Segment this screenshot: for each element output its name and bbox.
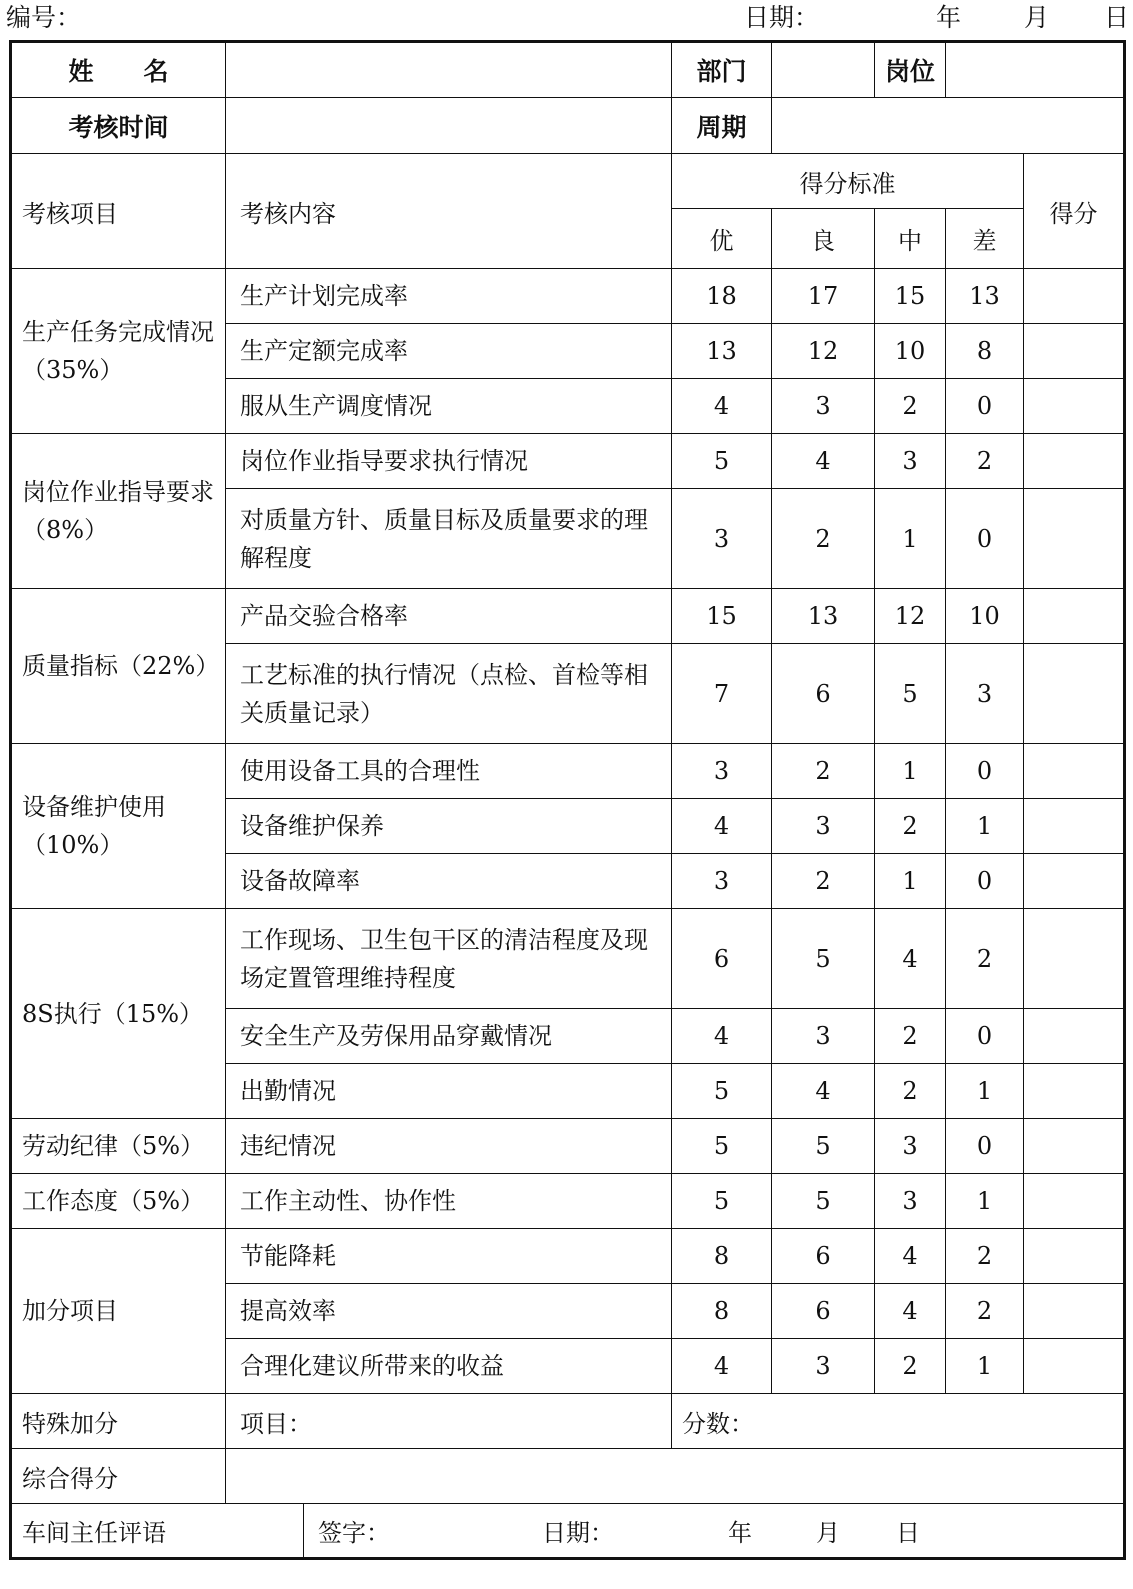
- score-medium: 4: [875, 1229, 946, 1284]
- col-header-medium: 中: [875, 209, 946, 269]
- score-good: 3: [772, 1009, 875, 1064]
- score-medium: 1: [875, 489, 946, 589]
- score-medium: 2: [875, 1009, 946, 1064]
- assessment-content: 产品交验合格率: [226, 589, 672, 644]
- assessment-item-name: 加分项目: [11, 1229, 226, 1394]
- score-excellent: 5: [672, 1064, 772, 1119]
- score-excellent: 3: [672, 854, 772, 909]
- special-bonus-project-field[interactable]: 项目：: [226, 1394, 672, 1449]
- score-excellent: 4: [672, 1339, 772, 1394]
- header-day-label: 日: [1104, 3, 1130, 32]
- score-entry-cell[interactable]: [1024, 1064, 1125, 1119]
- table-row: [11, 744, 1125, 799]
- score-medium: 3: [875, 434, 946, 489]
- score-excellent: 8: [672, 1284, 772, 1339]
- post-value-cell[interactable]: [946, 42, 1125, 98]
- score-poor: 2: [946, 1284, 1024, 1339]
- special-bonus-row: [11, 1394, 1125, 1449]
- table-row: [11, 1229, 1125, 1284]
- assessment-content: 工作主动性、协作性: [226, 1174, 672, 1229]
- assessment-content: 违纪情况: [226, 1119, 672, 1174]
- score-entry-cell[interactable]: [1024, 744, 1125, 799]
- col-header-content: 考核内容: [226, 154, 672, 269]
- score-medium: 1: [875, 854, 946, 909]
- score-poor: 0: [946, 744, 1024, 799]
- score-excellent: 15: [672, 589, 772, 644]
- period-value-cell[interactable]: [772, 98, 1125, 154]
- comment-year-label: 年: [728, 1519, 752, 1547]
- score-medium: 2: [875, 1064, 946, 1119]
- score-poor: 1: [946, 1064, 1024, 1119]
- score-good: 4: [772, 434, 875, 489]
- score-poor: 0: [946, 379, 1024, 434]
- col-header-standard: 得分标准: [672, 154, 1024, 209]
- special-bonus-label: 特殊加分: [11, 1394, 226, 1449]
- assessment-item-name: 设备维护使用（10%）: [11, 744, 226, 909]
- score-entry-cell[interactable]: [1024, 909, 1125, 1009]
- assessment-item-name: 岗位作业指导要求（8%）: [11, 434, 226, 589]
- score-entry-cell[interactable]: [1024, 1284, 1125, 1339]
- score-excellent: 5: [672, 1119, 772, 1174]
- assessment-content: 使用设备工具的合理性: [226, 744, 672, 799]
- score-excellent: 5: [672, 1174, 772, 1229]
- name-value-cell[interactable]: [226, 42, 672, 98]
- comment-day-label: 日: [896, 1519, 920, 1547]
- supervisor-sign-cell[interactable]: [304, 1504, 1125, 1559]
- score-good: 5: [772, 1174, 875, 1229]
- assessment-content: 设备维护保养: [226, 799, 672, 854]
- score-entry-cell[interactable]: [1024, 1339, 1125, 1394]
- score-good: 2: [772, 744, 875, 799]
- score-entry-cell[interactable]: [1024, 799, 1125, 854]
- assessment-content: 提高效率: [226, 1284, 672, 1339]
- score-entry-cell[interactable]: [1024, 489, 1125, 589]
- score-entry-cell[interactable]: [1024, 434, 1125, 489]
- score-poor: 1: [946, 1174, 1024, 1229]
- table-row: [11, 909, 1125, 1009]
- col-header-item: 考核项目: [11, 154, 226, 269]
- score-good: 6: [772, 1284, 875, 1339]
- score-medium: 3: [875, 1119, 946, 1174]
- comment-month-label: 月: [816, 1519, 840, 1547]
- score-excellent: 8: [672, 1229, 772, 1284]
- score-poor: 2: [946, 1229, 1024, 1284]
- score-medium: 15: [875, 269, 946, 324]
- form-meta-line: [0, 0, 1133, 34]
- score-excellent: 4: [672, 799, 772, 854]
- assessment-content: 岗位作业指导要求执行情况: [226, 434, 672, 489]
- assessment-item-name: 8S执行（15%）: [11, 909, 226, 1119]
- score-medium: 3: [875, 1174, 946, 1229]
- score-good: 2: [772, 854, 875, 909]
- score-excellent: 6: [672, 909, 772, 1009]
- score-poor: 2: [946, 434, 1024, 489]
- score-good: 3: [772, 379, 875, 434]
- table-row: [11, 269, 1125, 324]
- score-medium: 2: [875, 799, 946, 854]
- table-row: [11, 1174, 1125, 1229]
- score-excellent: 3: [672, 744, 772, 799]
- score-good: 3: [772, 799, 875, 854]
- score-poor: 0: [946, 1119, 1024, 1174]
- name-label: 姓 名: [11, 42, 226, 98]
- score-good: 6: [772, 644, 875, 744]
- score-entry-cell[interactable]: [1024, 589, 1125, 644]
- score-medium: 4: [875, 1284, 946, 1339]
- score-excellent: 3: [672, 489, 772, 589]
- score-poor: 0: [946, 854, 1024, 909]
- assessment-item-name: 劳动纪律（5%）: [11, 1119, 226, 1174]
- score-poor: 2: [946, 909, 1024, 1009]
- score-medium: 1: [875, 744, 946, 799]
- score-entry-cell[interactable]: [1024, 854, 1125, 909]
- score-medium: 5: [875, 644, 946, 744]
- assessment-content: 节能降耗: [226, 1229, 672, 1284]
- dept-label: 部门: [672, 42, 772, 98]
- total-score-row: [11, 1449, 1125, 1504]
- score-entry-cell[interactable]: [1024, 1229, 1125, 1284]
- info-row-time: [11, 98, 1125, 154]
- score-entry-cell[interactable]: [1024, 379, 1125, 434]
- col-header-excellent: 优: [672, 209, 772, 269]
- assessment-item-name: 生产任务完成情况（35%）: [11, 269, 226, 434]
- assessment-content: 合理化建议所带来的收益: [226, 1339, 672, 1394]
- post-label: 岗位: [875, 42, 946, 98]
- header-date-label: 日期：: [744, 3, 820, 32]
- dept-value-cell[interactable]: [772, 42, 875, 98]
- table-row: [11, 589, 1125, 644]
- score-entry-cell[interactable]: [1024, 644, 1125, 744]
- score-poor: 1: [946, 799, 1024, 854]
- supervisor-comment-row: [11, 1504, 1125, 1559]
- col-header-good: 良: [772, 209, 875, 269]
- assessment-content: 对质量方针、质量目标及质量要求的理解程度: [226, 489, 672, 589]
- score-excellent: 5: [672, 434, 772, 489]
- score-entry-cell[interactable]: [1024, 1119, 1125, 1174]
- assessment-form-table: [9, 40, 1126, 1560]
- score-good: 3: [772, 1339, 875, 1394]
- score-excellent: 7: [672, 644, 772, 744]
- assessment-item-name: 质量指标（22%）: [11, 589, 226, 744]
- comment-date-label: 日期：: [542, 1519, 614, 1547]
- score-poor: 3: [946, 644, 1024, 744]
- table-row: [11, 1119, 1125, 1174]
- sign-label: 签字：: [318, 1519, 390, 1547]
- score-poor: 10: [946, 589, 1024, 644]
- column-header-row-1: [11, 154, 1125, 209]
- assessment-content: 服从生产调度情况: [226, 379, 672, 434]
- score-good: 5: [772, 1119, 875, 1174]
- score-good: 2: [772, 489, 875, 589]
- score-entry-cell[interactable]: [1024, 324, 1125, 379]
- assessment-content: 安全生产及劳保用品穿戴情况: [226, 1009, 672, 1064]
- assessment-time-value-cell[interactable]: [226, 98, 672, 154]
- score-good: 5: [772, 909, 875, 1009]
- period-label: 周期: [672, 98, 772, 154]
- score-medium: 2: [875, 379, 946, 434]
- score-excellent: 13: [672, 324, 772, 379]
- total-score-value-cell[interactable]: [226, 1449, 1125, 1504]
- assessment-item-name: 工作态度（5%）: [11, 1174, 226, 1229]
- score-poor: 0: [946, 1009, 1024, 1064]
- score-poor: 0: [946, 489, 1024, 589]
- score-medium: 2: [875, 1339, 946, 1394]
- score-good: 4: [772, 1064, 875, 1119]
- score-medium: 4: [875, 909, 946, 1009]
- table-row: [11, 434, 1125, 489]
- supervisor-comment-label: 车间主任评语: [11, 1504, 304, 1559]
- score-poor: 8: [946, 324, 1024, 379]
- assessment-content: 生产定额完成率: [226, 324, 672, 379]
- serial-number-label: 编号：: [6, 3, 82, 32]
- assessment-content: 工艺标准的执行情况（点检、首检等相关质量记录）: [226, 644, 672, 744]
- score-entry-cell[interactable]: [1024, 1009, 1125, 1064]
- score-good: 13: [772, 589, 875, 644]
- assessment-content: 生产计划完成率: [226, 269, 672, 324]
- score-excellent: 4: [672, 379, 772, 434]
- score-good: 6: [772, 1229, 875, 1284]
- score-medium: 12: [875, 589, 946, 644]
- score-good: 12: [772, 324, 875, 379]
- total-score-label: 综合得分: [11, 1449, 226, 1504]
- assessment-content: 工作现场、卫生包干区的清洁程度及现场定置管理维持程度: [226, 909, 672, 1009]
- col-header-score: 得分: [1024, 154, 1125, 269]
- score-good: 17: [772, 269, 875, 324]
- score-excellent: 4: [672, 1009, 772, 1064]
- score-medium: 10: [875, 324, 946, 379]
- info-row-name: [11, 42, 1125, 98]
- score-poor: 1: [946, 1339, 1024, 1394]
- header-month-label: 月: [1024, 3, 1050, 32]
- score-excellent: 18: [672, 269, 772, 324]
- score-entry-cell[interactable]: [1024, 269, 1125, 324]
- assessment-items: [11, 269, 1125, 1394]
- header-year-label: 年: [936, 3, 962, 32]
- assessment-content: 设备故障率: [226, 854, 672, 909]
- assessment-time-label: 考核时间: [11, 98, 226, 154]
- special-bonus-points-field[interactable]: 分数：: [672, 1394, 1125, 1449]
- assessment-content: 出勤情况: [226, 1064, 672, 1119]
- score-entry-cell[interactable]: [1024, 1174, 1125, 1229]
- score-poor: 13: [946, 269, 1024, 324]
- col-header-poor: 差: [946, 209, 1024, 269]
